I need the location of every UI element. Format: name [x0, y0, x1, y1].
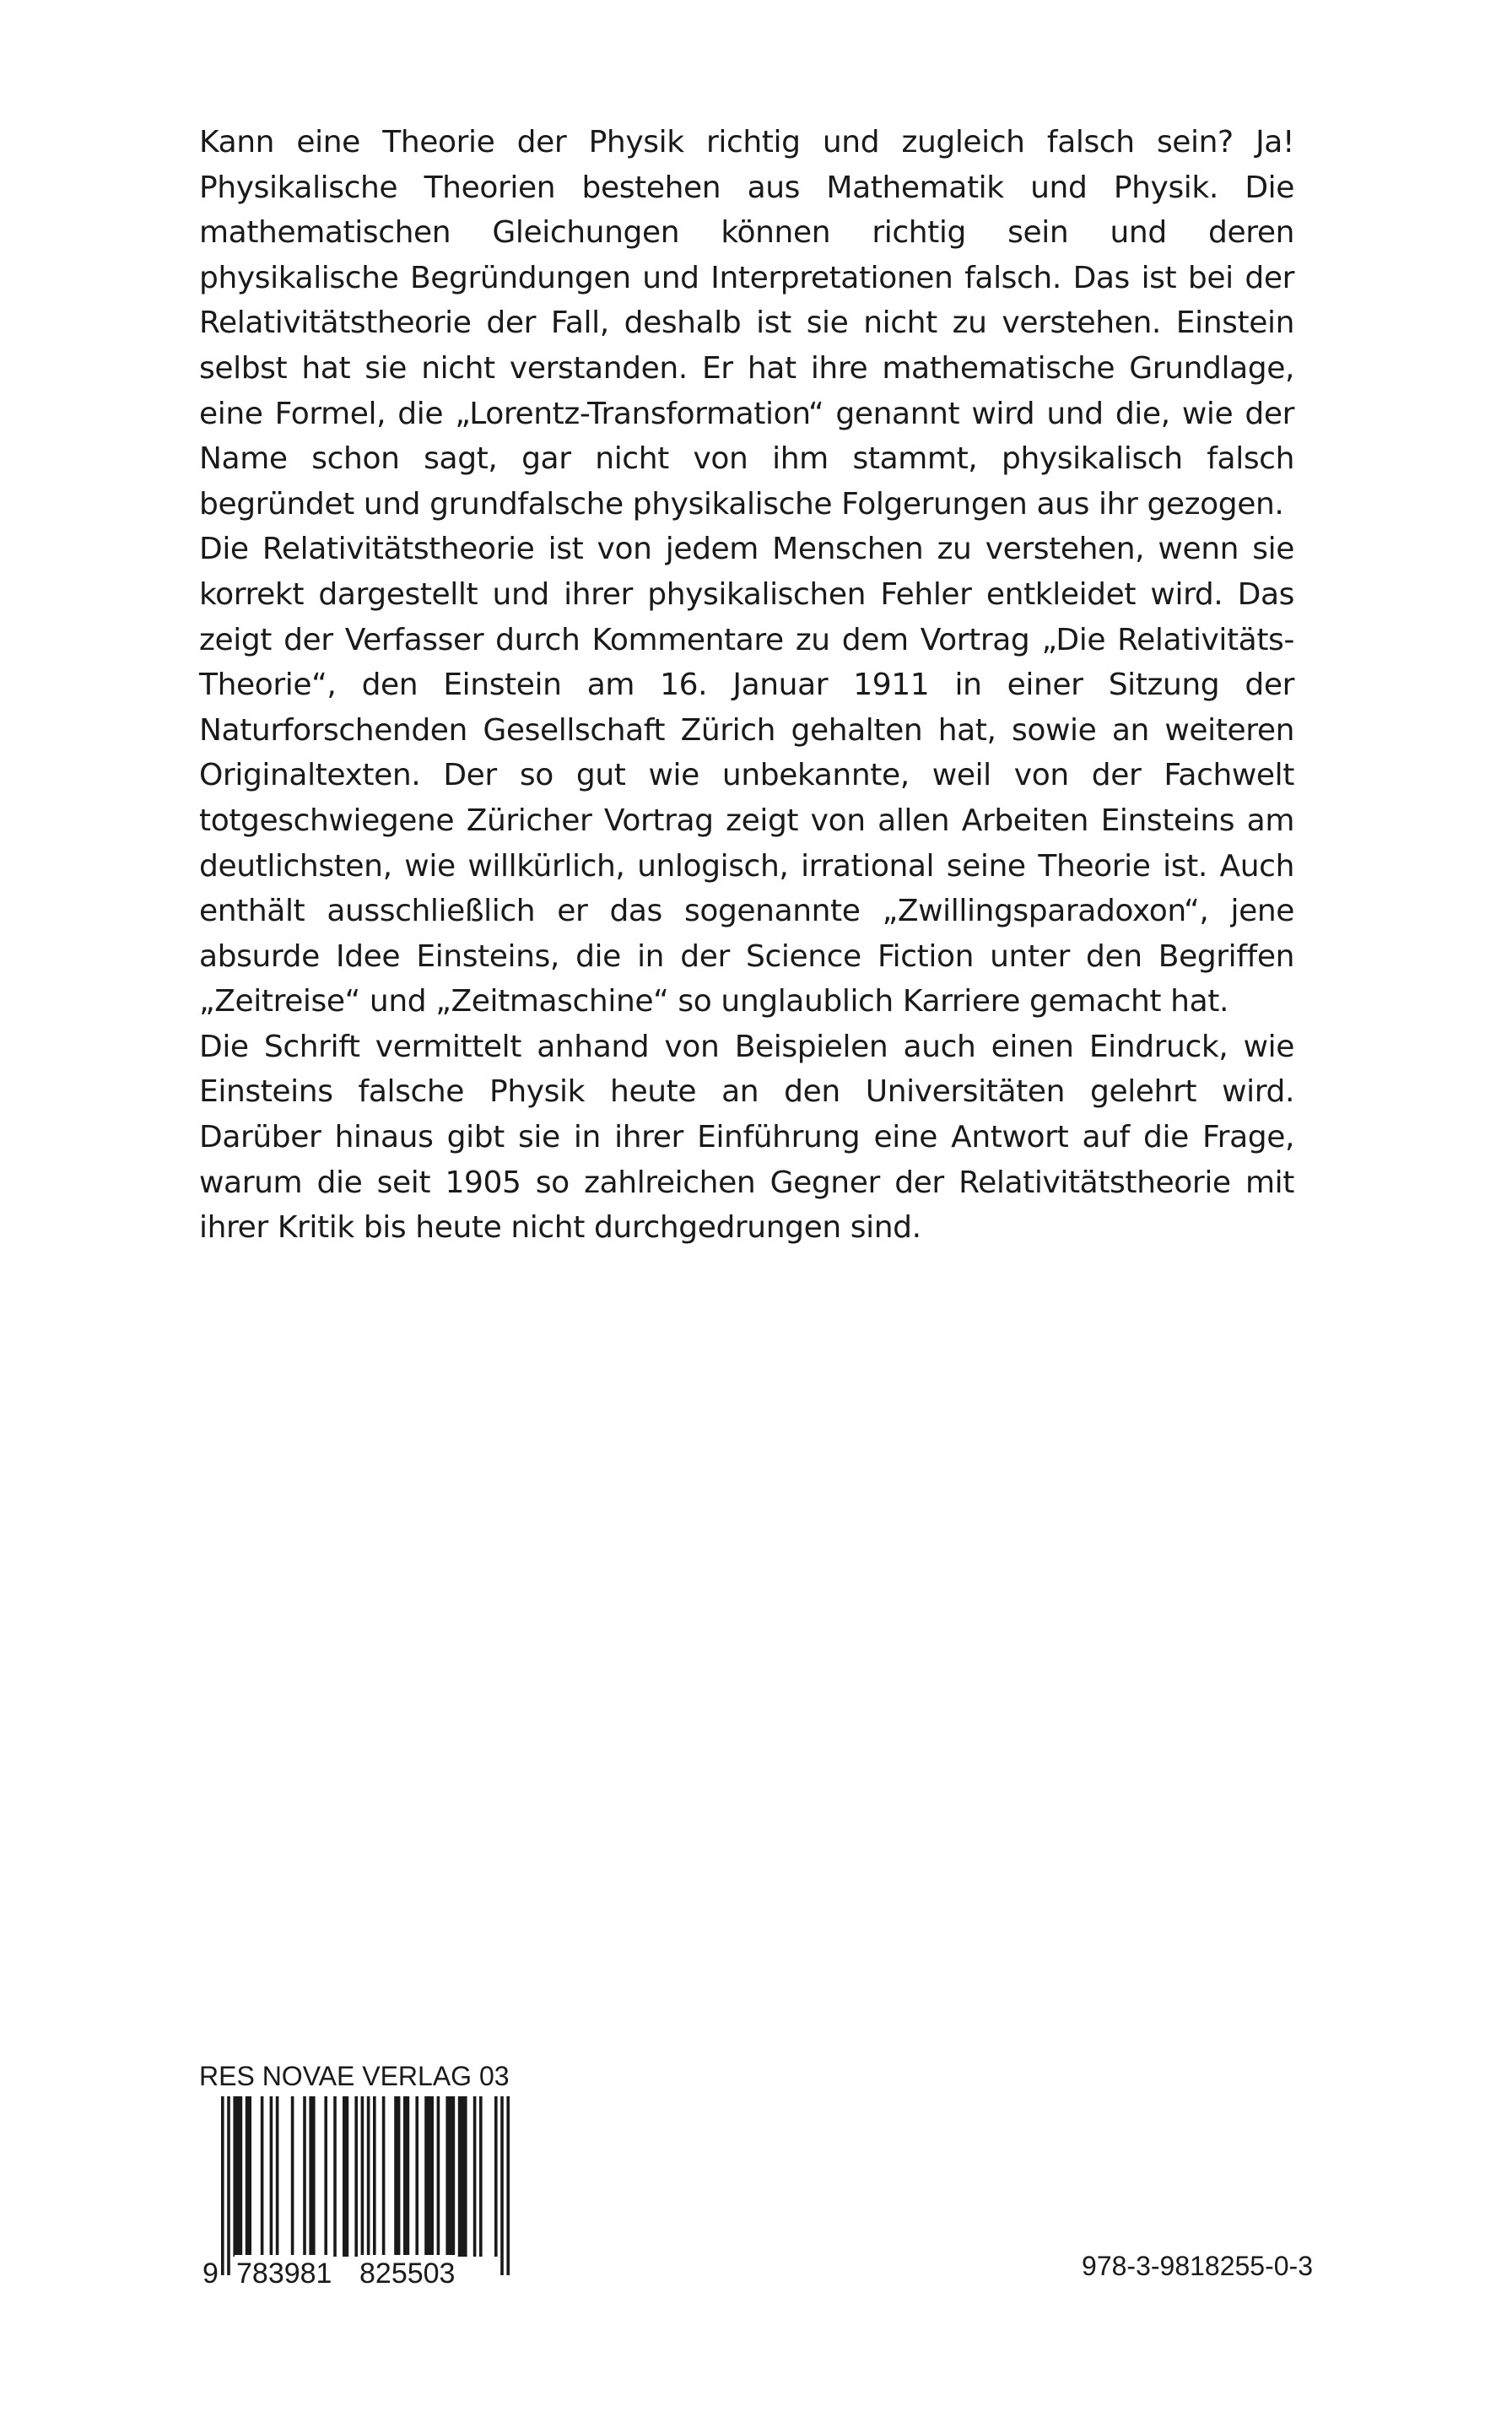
barcode-bar: [309, 2096, 315, 2257]
barcode-guard-bar: [500, 2096, 504, 2275]
back-cover-blurb: [199, 120, 1294, 1251]
barcode-lead-digit: 9: [201, 2255, 220, 2292]
barcode-bars: [196, 2096, 516, 2275]
barcode-bar: [437, 2096, 440, 2257]
barcode-bar: [415, 2096, 418, 2257]
barcode-bar: [343, 2096, 348, 2257]
barcode-bar: [494, 2096, 498, 2257]
barcode-right-digits: 825503: [358, 2255, 456, 2292]
barcode-bar: [373, 2096, 376, 2257]
barcode-bar: [354, 2096, 358, 2257]
barcode-bar: [324, 2096, 327, 2257]
barcode-guard-bar: [221, 2096, 224, 2275]
blurb-paragraph-3: Die Schrift vermittelt anhand von Beispielen auch einen Eindruck, wie Einsteins falsche Physik heute an den Universitäten gelehrt wird. Darüber hinaus gibt sie in ihrer Einführung eine Antwort auf die Frage, warum die seit 1905 so zahlreichen Gegner der Relativitätstheorie mit ihrer Kritik bis heute nicht durchgedrungen sind.: [199, 1029, 1294, 1246]
barcode-guard-bar: [367, 2096, 370, 2275]
isbn-number: 978-3-9818255-0-3: [1082, 2251, 1313, 2281]
barcode-bar: [424, 2096, 434, 2257]
barcode-bar: [458, 2096, 467, 2257]
barcode-bar: [473, 2096, 477, 2257]
barcode-digits: [196, 2255, 516, 2292]
barcode-left-digits: 783981: [235, 2255, 333, 2292]
barcode-bar: [403, 2096, 409, 2257]
publisher-imprint: RES NOVAE VERLAG 03: [199, 2061, 510, 2091]
blurb-paragraph-1: Kann eine Theorie der Physik richtig und zugleich falsch sein? Ja! Physikalische Theorien bestehen aus Mathematik und Physik. Die mathematischen Gleichungen können richtig sein und deren physikalische Begründungen und Interpretationen falsch. Das ist bei der Relativitätstheorie der Fall, deshalb ist sie nicht zu verstehen. Einstein selbst hat sie nicht verstanden. Er hat ihre mathematische Grundlage, eine Formel, die „Lorentz-Transformation“ genannt wird und die, wie der Name schon sagt, gar nicht von ihm stammt, physikalisch falsch begründet und grundfalsche physikalische Folgerungen aus ihr gezogen.: [199, 125, 1294, 522]
barcode-bar: [233, 2096, 242, 2257]
barcode-bar: [276, 2096, 279, 2257]
barcode-bar: [246, 2096, 251, 2257]
barcode-bar: [261, 2096, 264, 2257]
barcode-guard-bar: [361, 2096, 364, 2275]
barcode-bar: [333, 2096, 337, 2257]
isbn-barcode: [196, 2096, 516, 2290]
barcode-guard-bar: [227, 2096, 230, 2275]
barcode-guard-bar: [506, 2096, 510, 2275]
barcode-bar: [446, 2096, 455, 2257]
barcode-bar: [394, 2096, 400, 2257]
blurb-paragraph-2: Die Relativitätstheorie ist von jedem Menschen zu verstehen, wenn sie korrekt dargestellt und ihrer physikalischen Fehler entkleidet wird. Das zeigt der Verfasser durch Kommentare zu dem Vortrag „Die Relativitäts-Theorie“, den Einstein am 16. Januar 1911 in einer Sitzung der Naturforschenden Gesellschaft Zürich gehalten hat, sowie an weiteren Originaltexten. Der so gut wie unbekannte, weil von der Fachwelt totgeschwiegene Züricher Vortrag zeigt von allen Arbeiten Einsteins am deutlichsten, wie willkürlich, unlogisch, irrational seine Theorie ist. Auch enthält ausschließlich er das sogenannte „Zwillingsparadoxon“, jene absurde Idee Einsteins, die in der Science Fiction unter den Begriffen „Zeitreise“ und „Zeitmaschine“ so unglaublich Karriere gemacht hat.: [199, 532, 1294, 1019]
barcode-bar: [382, 2096, 386, 2257]
barcode-bar: [291, 2096, 294, 2257]
barcode-bar: [303, 2096, 306, 2257]
barcode-bar: [479, 2096, 483, 2257]
barcode-bar: [270, 2096, 273, 2257]
